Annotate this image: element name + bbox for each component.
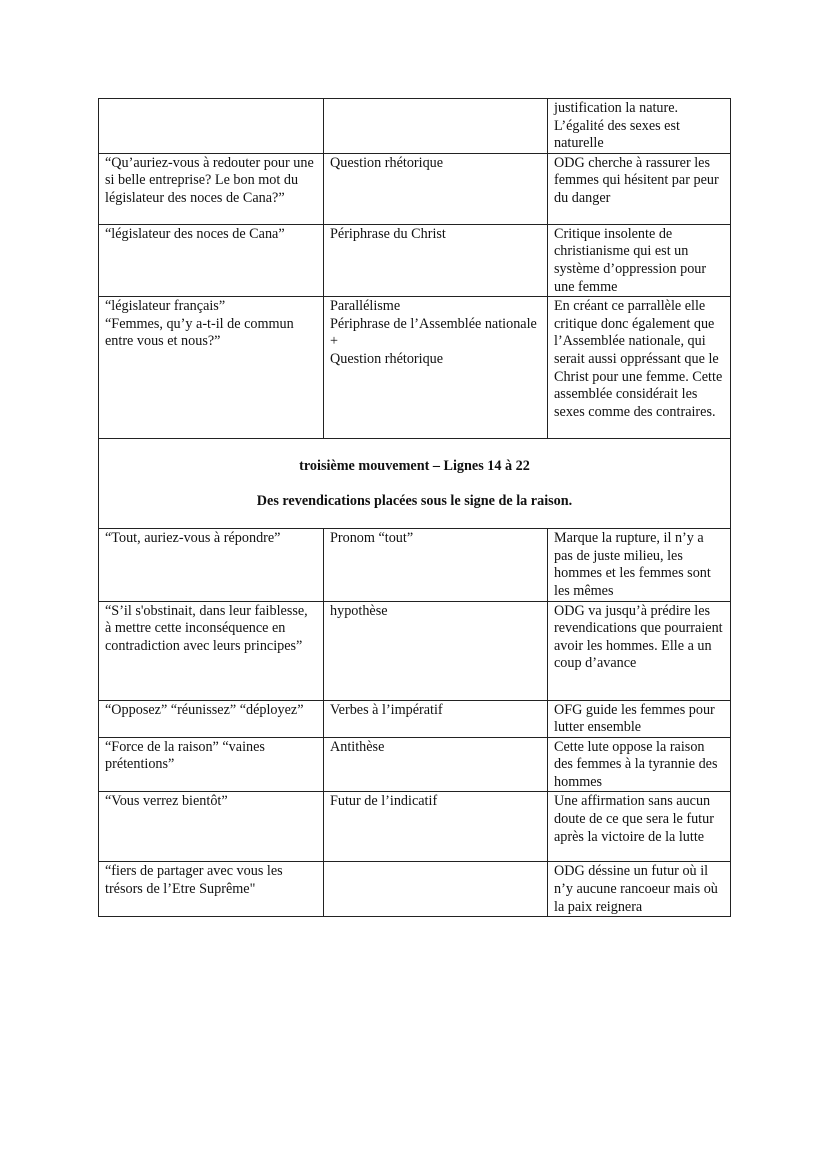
- device-cell: Futur de l’indicatif: [324, 792, 548, 862]
- quote-cell: [99, 99, 324, 154]
- document-page: [98, 98, 730, 917]
- quote-cell: “législateur français” “Femmes, qu’y a-t-il de commun entre vous et nous?”: [99, 297, 324, 439]
- table-row: [99, 700, 731, 737]
- comment-cell: Une affirmation sans aucun doute de ce que sera le futur après la victoire de la lutte: [548, 792, 731, 862]
- quote-cell: “Tout, auriez-vous à répondre”: [99, 529, 324, 601]
- quote-cell: “S’il s'obstinait, dans leur faiblesse, à mettre cette inconséquence en contradiction avec leurs principes”: [99, 601, 324, 700]
- quote-cell: “législateur des noces de Cana”: [99, 224, 324, 296]
- table-row: [99, 792, 731, 862]
- comment-cell: En créant ce parrallèle elle critique donc également que l’Assemblée nationale, qui serait aussi oppréssant que le Christ pour une femme. Cette assemblée considérait les sexes comme des contraires.: [548, 297, 731, 439]
- comment-cell: Marque la rupture, il n’y a pas de juste milieu, les hommes et les femmes sont les mêmes: [548, 529, 731, 601]
- analysis-table: [98, 98, 731, 917]
- quote-cell: “Vous verrez bientôt”: [99, 792, 324, 862]
- quote-cell: “Qu’auriez-vous à redouter pour une si belle entreprise? Le bon mot du législateur des noces de Cana?”: [99, 153, 324, 224]
- table-row: [99, 737, 731, 792]
- table-row: [99, 224, 731, 296]
- quote-cell: “Opposez” “réunissez” “déployez”: [99, 700, 324, 737]
- table-row: [99, 601, 731, 700]
- quote-cell: “Force de la raison” “vaines prétentions”: [99, 737, 324, 792]
- table-row: [99, 153, 731, 224]
- device-cell: Pronom “tout”: [324, 529, 548, 601]
- comment-cell: Cette lute oppose la raison des femmes à la tyrannie des hommes: [548, 737, 731, 792]
- comment-cell: ODG va jusqu’à prédire les revendications que pourraient avoir les hommes. Elle a un coup d’avance: [548, 601, 731, 700]
- rows-before: [99, 99, 731, 439]
- rows-after: [99, 529, 731, 917]
- device-cell: [324, 99, 548, 154]
- comment-cell: Critique insolente de christianisme qui est un système d’oppression pour une femme: [548, 224, 731, 296]
- comment-cell: OFG guide les femmes pour lutter ensemble: [548, 700, 731, 737]
- table-row: [99, 297, 731, 439]
- table-row: [99, 99, 731, 154]
- section-header: [99, 439, 731, 529]
- device-cell: Périphrase du Christ: [324, 224, 548, 296]
- comment-cell: justification la nature. L’égalité des sexes est naturelle: [548, 99, 731, 154]
- device-cell: [324, 862, 548, 917]
- device-cell: Verbes à l’impératif: [324, 700, 548, 737]
- comment-cell: ODG cherche à rassurer les femmes qui hésitent par peur du danger: [548, 153, 731, 224]
- section-subtitle: Des revendications placées sous le signe de la raison.: [256, 492, 573, 509]
- table-row: [99, 529, 731, 601]
- quote-cell: “fiers de partager avec vous les trésors de l’Etre Suprême": [99, 862, 324, 917]
- device-cell: Parallélisme Périphrase de l’Assemblée nationale + Question rhétorique: [324, 297, 548, 439]
- section-row: [99, 439, 731, 529]
- device-cell: hypothèse: [324, 601, 548, 700]
- comment-cell: ODG déssine un futur où il n’y aucune rancoeur mais où la paix reignera: [548, 862, 731, 917]
- device-cell: Question rhétorique: [324, 153, 548, 224]
- section-heading-cell: [99, 439, 731, 529]
- table-row: [99, 862, 731, 917]
- device-cell: Antithèse: [324, 737, 548, 792]
- section-title: troisième mouvement – Lignes 14 à 22: [299, 457, 530, 474]
